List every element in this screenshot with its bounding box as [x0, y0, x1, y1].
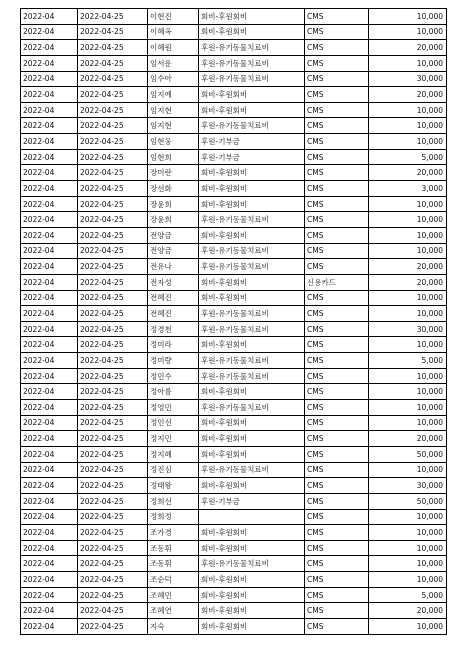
- table-row: [21, 212, 447, 228]
- category-cell: 회비-후원회비: [199, 446, 305, 462]
- table-row: [21, 493, 447, 509]
- payment-method-cell: CMS: [305, 40, 369, 56]
- category-cell: 후원-유기동물치료비: [199, 71, 305, 87]
- category-cell: 회비-후원회비: [199, 165, 305, 181]
- name-cell: 조혜민: [148, 587, 199, 603]
- date-cell: 2022-04-25: [78, 618, 148, 634]
- name-cell: 조순덕: [148, 572, 199, 588]
- ledger-body: [21, 9, 447, 635]
- amount-cell: 10,000: [369, 509, 447, 525]
- date-cell: 2022-04-25: [78, 149, 148, 165]
- amount-cell: 10,000: [369, 134, 447, 150]
- name-cell: 장선화: [148, 181, 199, 197]
- payment-method-cell: CMS: [305, 259, 369, 275]
- category-cell: 회비-후원회비: [199, 9, 305, 25]
- table-row: [21, 384, 447, 400]
- category-cell: 회비-후원회비: [199, 603, 305, 619]
- payment-method-cell: CMS: [305, 71, 369, 87]
- date-cell: 2022-04-25: [78, 493, 148, 509]
- month-cell: 2022-04: [21, 446, 78, 462]
- payment-method-cell: CMS: [305, 572, 369, 588]
- table-row: [21, 40, 447, 56]
- table-row: [21, 243, 447, 259]
- date-cell: 2022-04-25: [78, 368, 148, 384]
- date-cell: 2022-04-25: [78, 603, 148, 619]
- month-cell: 2022-04: [21, 540, 78, 556]
- month-cell: 2022-04: [21, 478, 78, 494]
- name-cell: 조혜연: [148, 603, 199, 619]
- payment-method-cell: CMS: [305, 415, 369, 431]
- date-cell: 2022-04-25: [78, 509, 148, 525]
- name-cell: 임지현: [148, 118, 199, 134]
- amount-cell: 10,000: [369, 462, 447, 478]
- name-cell: 장윤희: [148, 196, 199, 212]
- payment-method-cell: CMS: [305, 509, 369, 525]
- payment-method-cell: 신용카드: [305, 274, 369, 290]
- amount-cell: 30,000: [369, 71, 447, 87]
- name-cell: 이현진: [148, 9, 199, 25]
- name-cell: 장윤희: [148, 212, 199, 228]
- date-cell: 2022-04-25: [78, 400, 148, 416]
- amount-cell: 10,000: [369, 556, 447, 572]
- ledger-table: [20, 8, 447, 635]
- name-cell: 정희정: [148, 509, 199, 525]
- category-cell: 회비-후원회비: [199, 431, 305, 447]
- name-cell: 전양금: [148, 243, 199, 259]
- category-cell: 후원-유기동물치료비: [199, 400, 305, 416]
- category-cell: 회비-후원회비: [199, 337, 305, 353]
- month-cell: 2022-04: [21, 71, 78, 87]
- month-cell: 2022-04: [21, 321, 78, 337]
- category-cell: [199, 509, 305, 525]
- month-cell: 2022-04: [21, 87, 78, 103]
- payment-method-cell: CMS: [305, 556, 369, 572]
- category-cell: 회비-후원회비: [199, 540, 305, 556]
- category-cell: 회비-후원회비: [199, 525, 305, 541]
- category-cell: 후원-유기동물치료비: [199, 259, 305, 275]
- month-cell: 2022-04: [21, 196, 78, 212]
- amount-cell: 50,000: [369, 493, 447, 509]
- date-cell: 2022-04-25: [78, 384, 148, 400]
- name-cell: 정태왕: [148, 478, 199, 494]
- name-cell: 정미라: [148, 337, 199, 353]
- month-cell: 2022-04: [21, 525, 78, 541]
- category-cell: 회비-후원회비: [199, 572, 305, 588]
- month-cell: 2022-04: [21, 462, 78, 478]
- payment-method-cell: CMS: [305, 196, 369, 212]
- table-row: [21, 540, 447, 556]
- category-cell: 후원-기부금: [199, 149, 305, 165]
- name-cell: 이혜옥: [148, 24, 199, 40]
- month-cell: 2022-04: [21, 165, 78, 181]
- table-row: [21, 400, 447, 416]
- payment-method-cell: CMS: [305, 431, 369, 447]
- amount-cell: 20,000: [369, 40, 447, 56]
- date-cell: 2022-04-25: [78, 165, 148, 181]
- amount-cell: 50,000: [369, 446, 447, 462]
- category-cell: 후원-유기동물치료비: [199, 212, 305, 228]
- amount-cell: 10,000: [369, 118, 447, 134]
- date-cell: 2022-04-25: [78, 212, 148, 228]
- amount-cell: 10,000: [369, 400, 447, 416]
- amount-cell: 10,000: [369, 24, 447, 40]
- amount-cell: 10,000: [369, 290, 447, 306]
- month-cell: 2022-04: [21, 556, 78, 572]
- amount-cell: 20,000: [369, 165, 447, 181]
- category-cell: 후원-기부금: [199, 493, 305, 509]
- payment-method-cell: CMS: [305, 24, 369, 40]
- amount-cell: 20,000: [369, 603, 447, 619]
- date-cell: 2022-04-25: [78, 306, 148, 322]
- payment-method-cell: CMS: [305, 587, 369, 603]
- payment-method-cell: CMS: [305, 321, 369, 337]
- table-row: [21, 87, 447, 103]
- payment-method-cell: CMS: [305, 603, 369, 619]
- table-row: [21, 446, 447, 462]
- name-cell: 임지현: [148, 102, 199, 118]
- date-cell: 2022-04-25: [78, 243, 148, 259]
- table-row: [21, 165, 447, 181]
- month-cell: 2022-04: [21, 227, 78, 243]
- category-cell: 후원-유기동물치료비: [199, 368, 305, 384]
- name-cell: 임서운: [148, 55, 199, 71]
- table-row: [21, 509, 447, 525]
- amount-cell: 3,000: [369, 181, 447, 197]
- payment-method-cell: CMS: [305, 87, 369, 103]
- table-row: [21, 290, 447, 306]
- name-cell: 정민수: [148, 368, 199, 384]
- category-cell: 후원-유기동물치료비: [199, 462, 305, 478]
- name-cell: 임현희: [148, 149, 199, 165]
- date-cell: 2022-04-25: [78, 102, 148, 118]
- payment-method-cell: CMS: [305, 400, 369, 416]
- category-cell: 후원-유기동물치료비: [199, 243, 305, 259]
- payment-method-cell: CMS: [305, 9, 369, 25]
- date-cell: 2022-04-25: [78, 556, 148, 572]
- name-cell: 정경천: [148, 321, 199, 337]
- amount-cell: 10,000: [369, 384, 447, 400]
- category-cell: 후원-유기동물치료비: [199, 55, 305, 71]
- name-cell: 장미란: [148, 165, 199, 181]
- amount-cell: 10,000: [369, 9, 447, 25]
- date-cell: 2022-04-25: [78, 227, 148, 243]
- month-cell: 2022-04: [21, 24, 78, 40]
- category-cell: 회비-후원회비: [199, 587, 305, 603]
- table-row: [21, 55, 447, 71]
- amount-cell: 10,000: [369, 337, 447, 353]
- month-cell: 2022-04: [21, 431, 78, 447]
- amount-cell: 10,000: [369, 227, 447, 243]
- name-cell: 정미량: [148, 353, 199, 369]
- date-cell: 2022-04-25: [78, 181, 148, 197]
- table-row: [21, 587, 447, 603]
- amount-cell: 30,000: [369, 321, 447, 337]
- payment-method-cell: CMS: [305, 525, 369, 541]
- name-cell: 전유나: [148, 259, 199, 275]
- month-cell: 2022-04: [21, 587, 78, 603]
- table-row: [21, 603, 447, 619]
- payment-method-cell: CMS: [305, 384, 369, 400]
- table-row: [21, 462, 447, 478]
- date-cell: 2022-04-25: [78, 87, 148, 103]
- name-cell: 임현웅: [148, 134, 199, 150]
- table-row: [21, 181, 447, 197]
- month-cell: 2022-04: [21, 603, 78, 619]
- amount-cell: 10,000: [369, 618, 447, 634]
- table-row: [21, 9, 447, 25]
- month-cell: 2022-04: [21, 40, 78, 56]
- payment-method-cell: CMS: [305, 446, 369, 462]
- amount-cell: 10,000: [369, 540, 447, 556]
- donation-ledger: [20, 8, 446, 635]
- date-cell: 2022-04-25: [78, 71, 148, 87]
- table-row: [21, 71, 447, 87]
- amount-cell: 20,000: [369, 431, 447, 447]
- table-row: [21, 274, 447, 290]
- month-cell: 2022-04: [21, 290, 78, 306]
- table-row: [21, 196, 447, 212]
- category-cell: 회비-후원회비: [199, 478, 305, 494]
- table-row: [21, 227, 447, 243]
- date-cell: 2022-04-25: [78, 446, 148, 462]
- date-cell: 2022-04-25: [78, 274, 148, 290]
- amount-cell: 10,000: [369, 196, 447, 212]
- month-cell: 2022-04: [21, 493, 78, 509]
- payment-method-cell: CMS: [305, 102, 369, 118]
- category-cell: 회비-후원회비: [199, 227, 305, 243]
- month-cell: 2022-04: [21, 306, 78, 322]
- month-cell: 2022-04: [21, 509, 78, 525]
- date-cell: 2022-04-25: [78, 40, 148, 56]
- month-cell: 2022-04: [21, 134, 78, 150]
- category-cell: 회비-후원회비: [199, 102, 305, 118]
- category-cell: 회비-후원회비: [199, 196, 305, 212]
- payment-method-cell: CMS: [305, 55, 369, 71]
- date-cell: 2022-04-25: [78, 196, 148, 212]
- name-cell: 임지예: [148, 87, 199, 103]
- name-cell: 조가경: [148, 525, 199, 541]
- amount-cell: 10,000: [369, 525, 447, 541]
- category-cell: 후원-유기동물치료비: [199, 40, 305, 56]
- date-cell: 2022-04-25: [78, 321, 148, 337]
- amount-cell: 10,000: [369, 368, 447, 384]
- payment-method-cell: CMS: [305, 368, 369, 384]
- category-cell: 후원-유기동물치료비: [199, 321, 305, 337]
- date-cell: 2022-04-25: [78, 431, 148, 447]
- table-row: [21, 306, 447, 322]
- table-row: [21, 259, 447, 275]
- category-cell: 회비-후원회비: [199, 384, 305, 400]
- table-row: [21, 478, 447, 494]
- category-cell: 회비-후원회비: [199, 87, 305, 103]
- payment-method-cell: CMS: [305, 243, 369, 259]
- payment-method-cell: CMS: [305, 212, 369, 228]
- date-cell: 2022-04-25: [78, 290, 148, 306]
- amount-cell: 5,000: [369, 353, 447, 369]
- amount-cell: 5,000: [369, 587, 447, 603]
- category-cell: 후원-유기동물치료비: [199, 118, 305, 134]
- payment-method-cell: CMS: [305, 306, 369, 322]
- name-cell: 전양금: [148, 227, 199, 243]
- name-cell: 정희선: [148, 493, 199, 509]
- amount-cell: 10,000: [369, 55, 447, 71]
- month-cell: 2022-04: [21, 212, 78, 228]
- category-cell: 후원-유기동물치료비: [199, 306, 305, 322]
- date-cell: 2022-04-25: [78, 259, 148, 275]
- amount-cell: 20,000: [369, 87, 447, 103]
- category-cell: 후원-유기동물치료비: [199, 556, 305, 572]
- amount-cell: 10,000: [369, 415, 447, 431]
- payment-method-cell: CMS: [305, 290, 369, 306]
- month-cell: 2022-04: [21, 55, 78, 71]
- date-cell: 2022-04-25: [78, 540, 148, 556]
- date-cell: 2022-04-25: [78, 134, 148, 150]
- category-cell: 회비-후원회비: [199, 181, 305, 197]
- table-row: [21, 556, 447, 572]
- name-cell: 정아름: [148, 384, 199, 400]
- name-cell: 전혜진: [148, 290, 199, 306]
- category-cell: 회비-후원회비: [199, 24, 305, 40]
- month-cell: 2022-04: [21, 384, 78, 400]
- amount-cell: 10,000: [369, 572, 447, 588]
- payment-method-cell: CMS: [305, 540, 369, 556]
- date-cell: 2022-04-25: [78, 525, 148, 541]
- payment-method-cell: CMS: [305, 165, 369, 181]
- date-cell: 2022-04-25: [78, 118, 148, 134]
- amount-cell: 20,000: [369, 274, 447, 290]
- date-cell: 2022-04-25: [78, 587, 148, 603]
- month-cell: 2022-04: [21, 353, 78, 369]
- date-cell: 2022-04-25: [78, 415, 148, 431]
- payment-method-cell: CMS: [305, 134, 369, 150]
- month-cell: 2022-04: [21, 9, 78, 25]
- table-row: [21, 24, 447, 40]
- table-row: [21, 618, 447, 634]
- name-cell: 정지민: [148, 431, 199, 447]
- payment-method-cell: CMS: [305, 227, 369, 243]
- category-cell: 회비-후원회비: [199, 290, 305, 306]
- month-cell: 2022-04: [21, 243, 78, 259]
- payment-method-cell: CMS: [305, 478, 369, 494]
- amount-cell: 10,000: [369, 102, 447, 118]
- table-row: [21, 118, 447, 134]
- table-row: [21, 134, 447, 150]
- date-cell: 2022-04-25: [78, 572, 148, 588]
- month-cell: 2022-04: [21, 274, 78, 290]
- month-cell: 2022-04: [21, 102, 78, 118]
- name-cell: 전혜진: [148, 306, 199, 322]
- payment-method-cell: CMS: [305, 149, 369, 165]
- name-cell: 조동휘: [148, 540, 199, 556]
- amount-cell: 10,000: [369, 212, 447, 228]
- month-cell: 2022-04: [21, 572, 78, 588]
- amount-cell: 10,000: [369, 306, 447, 322]
- table-row: [21, 431, 447, 447]
- name-cell: 전자성: [148, 274, 199, 290]
- category-cell: 후원-유기동물치료비: [199, 353, 305, 369]
- date-cell: 2022-04-25: [78, 337, 148, 353]
- payment-method-cell: CMS: [305, 493, 369, 509]
- month-cell: 2022-04: [21, 400, 78, 416]
- name-cell: 정진심: [148, 462, 199, 478]
- date-cell: 2022-04-25: [78, 353, 148, 369]
- payment-method-cell: CMS: [305, 337, 369, 353]
- name-cell: 지숙: [148, 618, 199, 634]
- amount-cell: 5,000: [369, 149, 447, 165]
- payment-method-cell: CMS: [305, 618, 369, 634]
- category-cell: 후원-기부금: [199, 134, 305, 150]
- amount-cell: 20,000: [369, 259, 447, 275]
- name-cell: 정인선: [148, 415, 199, 431]
- month-cell: 2022-04: [21, 118, 78, 134]
- amount-cell: 10,000: [369, 243, 447, 259]
- table-row: [21, 572, 447, 588]
- amount-cell: 30,000: [369, 478, 447, 494]
- payment-method-cell: CMS: [305, 118, 369, 134]
- payment-method-cell: CMS: [305, 462, 369, 478]
- table-row: [21, 149, 447, 165]
- month-cell: 2022-04: [21, 618, 78, 634]
- category-cell: 회비-후원회비: [199, 274, 305, 290]
- table-row: [21, 102, 447, 118]
- name-cell: 이혜원: [148, 40, 199, 56]
- month-cell: 2022-04: [21, 337, 78, 353]
- table-row: [21, 525, 447, 541]
- date-cell: 2022-04-25: [78, 462, 148, 478]
- date-cell: 2022-04-25: [78, 9, 148, 25]
- payment-method-cell: CMS: [305, 181, 369, 197]
- date-cell: 2022-04-25: [78, 478, 148, 494]
- table-row: [21, 337, 447, 353]
- name-cell: 정지혜: [148, 446, 199, 462]
- month-cell: 2022-04: [21, 415, 78, 431]
- table-row: [21, 415, 447, 431]
- category-cell: 회비-후원회비: [199, 415, 305, 431]
- category-cell: 회비-후원회비: [199, 618, 305, 634]
- table-row: [21, 353, 447, 369]
- table-row: [21, 368, 447, 384]
- date-cell: 2022-04-25: [78, 55, 148, 71]
- month-cell: 2022-04: [21, 181, 78, 197]
- payment-method-cell: CMS: [305, 353, 369, 369]
- month-cell: 2022-04: [21, 368, 78, 384]
- date-cell: 2022-04-25: [78, 24, 148, 40]
- name-cell: 조동휘: [148, 556, 199, 572]
- month-cell: 2022-04: [21, 149, 78, 165]
- name-cell: 정영민: [148, 400, 199, 416]
- table-row: [21, 321, 447, 337]
- month-cell: 2022-04: [21, 259, 78, 275]
- name-cell: 임수아: [148, 71, 199, 87]
